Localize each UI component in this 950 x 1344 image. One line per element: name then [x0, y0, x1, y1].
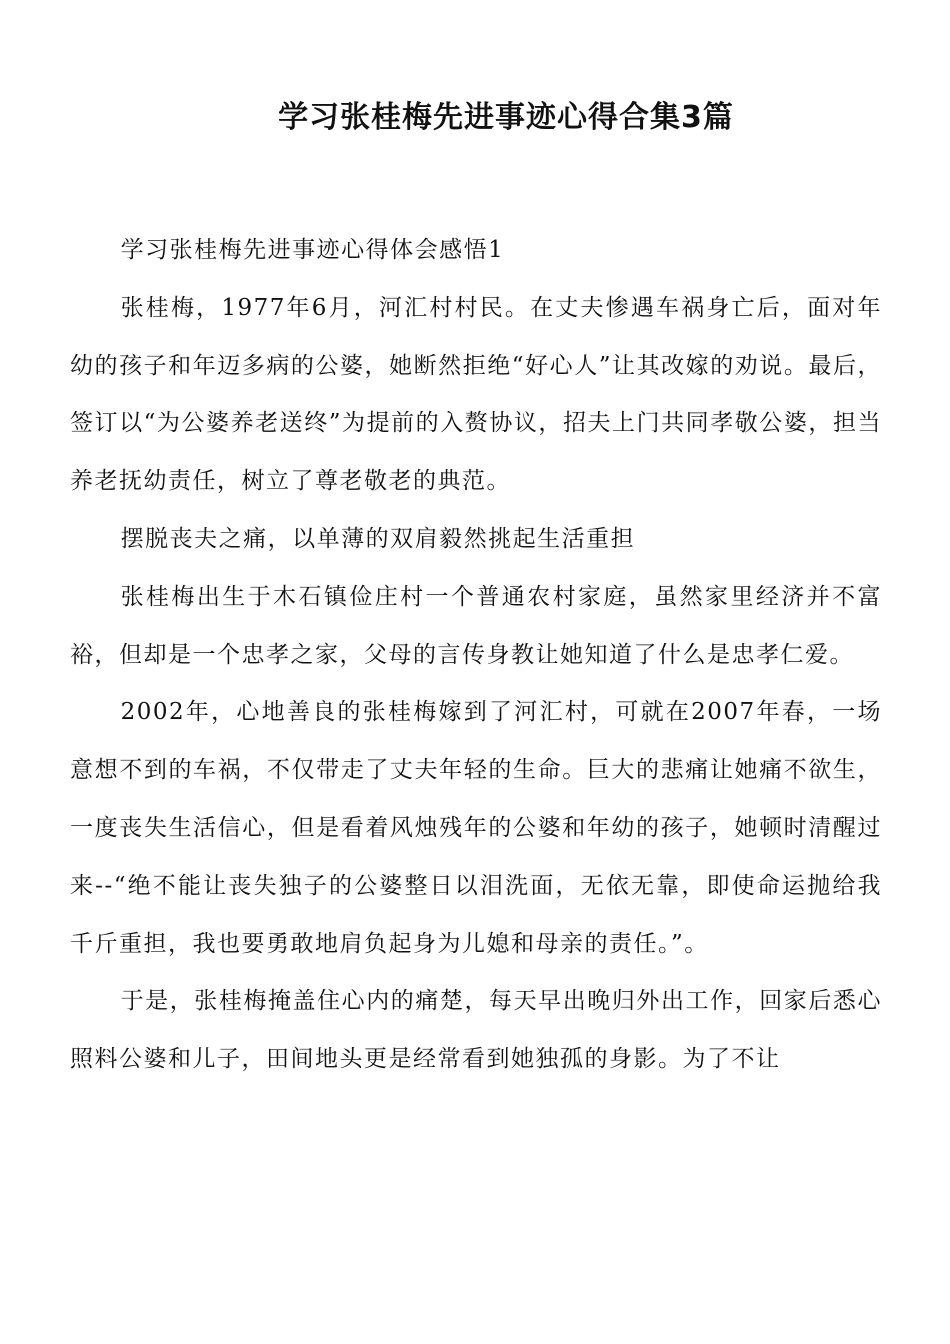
body-paragraph: 2002年，心地善良的张桂梅嫁到了河汇村，可就在2007年春，一场意想不到的车祸，不仅带走了丈夫年轻的生命。巨大的悲痛让她痛不欲生，一度丧失生活信心，但是看着风烛残年的公婆和年幼的孩子，她顿时清醒过来--“绝不能让丧失独子的公婆整日以泪洗面，无依无靠，即使命运抛给我千斤重担，我也要勇敢地肩负起身为儿媳和母亲的责任。”。 [70, 699, 882, 957]
section-subheading: 摆脱丧夫之痛，以单薄的双肩毅然挑起生活重担 [120, 525, 636, 552]
section-heading: 学习张桂梅先进事迹心得体会感悟1 [120, 237, 505, 263]
document-body [70, 222, 882, 1089]
body-paragraph: 于是，张桂梅掩盖住心内的痛楚，每天早出晚归外出工作，回家后悉心照料公婆和儿子，田间地头更是经常看到她独孤的身影。为了不让 [70, 988, 882, 1073]
document-title: 学习张桂梅先进事迹心得合集3篇 [278, 100, 734, 135]
body-paragraph: 张桂梅，1977年6月，河汇村村民。在丈夫惨遇车祸身亡后，面对年幼的孩子和年迈多病的公婆，她断然拒绝“好心人”让其改嫁的劝说。最后，签订以“为公婆养老送终”为提前的入赘协议，招夫上门共同孝敬公婆，担当养老抚幼责任，树立了尊老敬老的典范。 [70, 294, 882, 495]
body-paragraph: 张桂梅出生于木石镇俭庄村一个普通农村家庭，虽然家里经济并不富裕，但却是一个忠孝之家，父母的言传身教让她知道了什么是忠孝仁爱。 [70, 583, 882, 668]
